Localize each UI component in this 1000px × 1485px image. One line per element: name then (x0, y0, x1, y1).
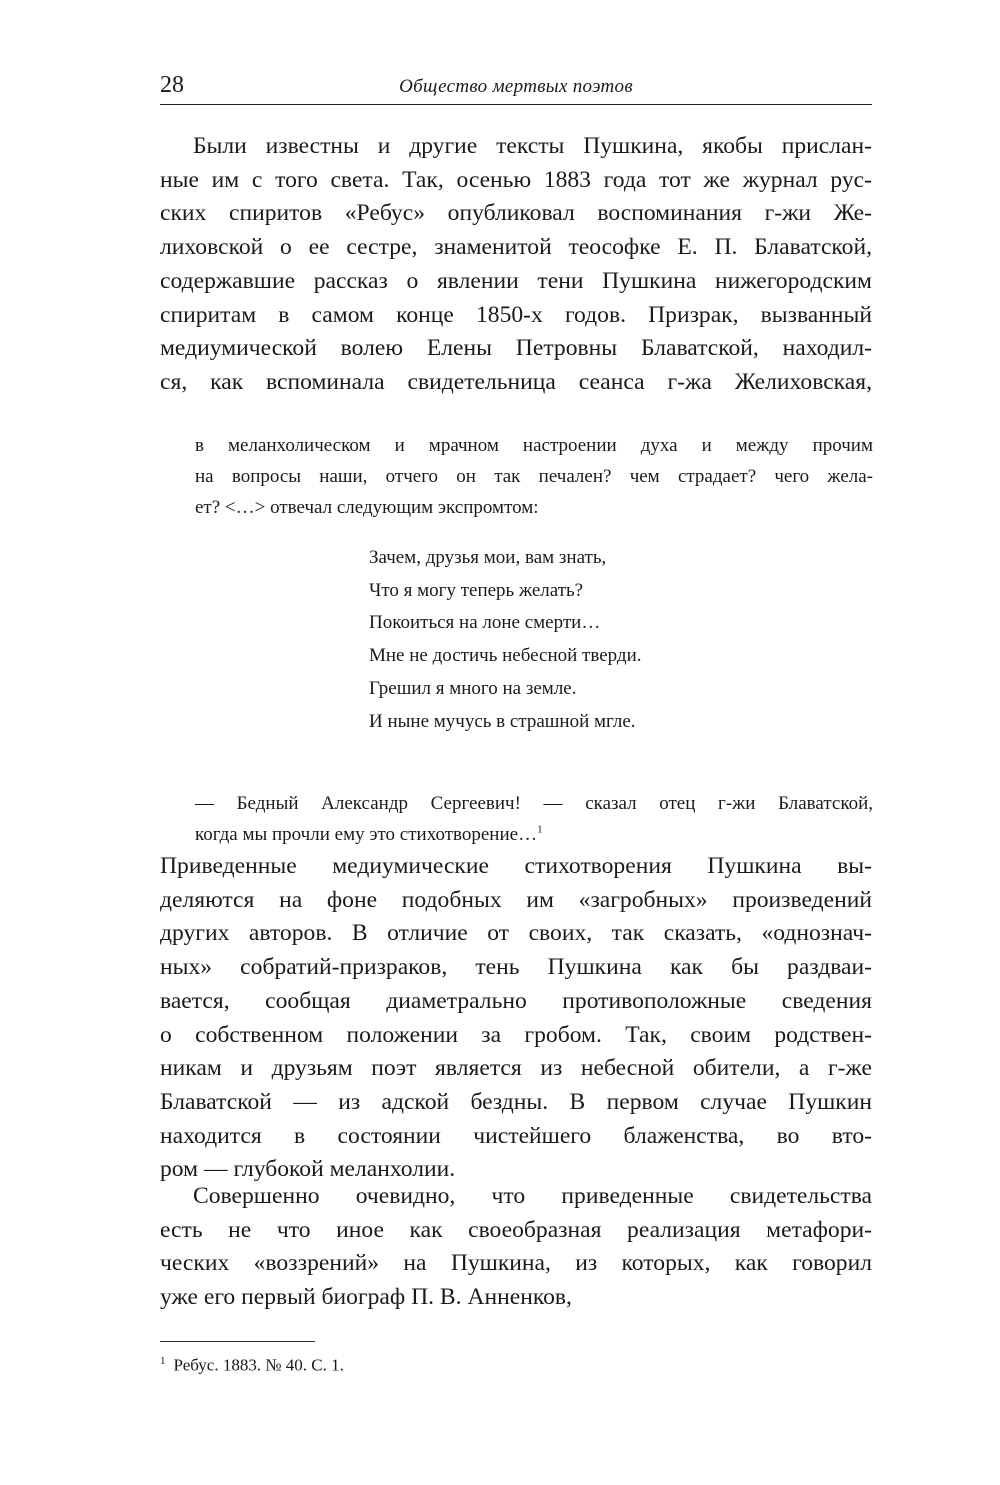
paragraph-3 (160, 1180, 872, 1315)
text-line: ных» собратий-призраков, тень Пушкина как бы раздваи- (160, 954, 872, 981)
text-line: спиритам в самом конце 1850-х годов. Призрак, вызванный (160, 301, 872, 328)
footnote (160, 1349, 344, 1378)
quote-line-with-footnote (195, 819, 873, 850)
paragraph-1 (160, 130, 872, 400)
text-line: уже его первый биограф П. В. Анненков, (160, 1284, 572, 1311)
quote-line: в меланхолическом и мрачном настроении духа и между прочим (195, 435, 873, 456)
text-line: медиумической волею Елены Петровны Блаватской, находил- (160, 335, 872, 362)
paragraph-2 (160, 850, 872, 1187)
text-line: ром — глубокой меланхолии. (160, 1156, 456, 1183)
page-header (160, 72, 872, 104)
poem-line: Грешил я много на земле. (369, 677, 577, 699)
text-line: ческих «воззрений» на Пушкина, из которых, как говорил (160, 1250, 872, 1277)
footnote-mark: 1 (160, 1355, 166, 1367)
poem-line: Что я могу теперь желать? (369, 579, 584, 601)
text-line: ные им с того света. Так, осенью 1883 года тот же журнал рус- (160, 166, 872, 193)
text-line: есть не что иное как своеобразная реализация метафори- (160, 1216, 872, 1243)
text-line: Блаватской — из адской бездны. В первом случае Пушкин (160, 1088, 872, 1115)
block-quote-2 (195, 788, 873, 850)
header-rule (160, 104, 872, 105)
text-line: вается, сообщая диаметрально противоположные сведения (160, 987, 872, 1014)
quote-line: — Бедный Александр Сергеевич! — сказал отец г-жи Блаватской, (195, 793, 873, 814)
poem-line: И ныне мучусь в страшной мгле. (369, 710, 636, 732)
text-line: никам и друзьям поэт является из небесной обители, а г-же (160, 1055, 872, 1082)
text-line: лиховской о ее сестре, знаменитой теософке Е. П. Блаватской, (160, 234, 872, 261)
footnote-rule (160, 1341, 315, 1342)
text-line: ся, как вспоминала свидетельница сеанса г-жа Желиховская, (160, 368, 872, 395)
footnote-reference[interactable]: 1 (537, 823, 543, 836)
poem-line: Мне не достичь небесной тверди. (369, 645, 642, 667)
text-line: Совершенно очевидно, что приведенные свидетельства (193, 1183, 872, 1209)
quote-text: когда мы прочли ему это стихотворение… (195, 824, 538, 845)
poem (369, 542, 642, 738)
quote-line: на вопросы наши, отчего он так печален? чем страдает? чего жела- (195, 466, 873, 487)
running-title: Общество мертвых поэтов (399, 76, 633, 97)
text-line: ских спиритов «Ребус» опубликовал воспоминания г-жи Же- (160, 200, 872, 227)
text-line: других авторов. В отличие от своих, так сказать, «однознач- (160, 920, 872, 947)
text-line: деляются на фоне подобных им «загробных» произведений (160, 886, 872, 913)
text-line: о собственном положении за гробом. Так, своим родствен- (160, 1021, 872, 1048)
poem-line: Зачем, друзья мои, вам знать, (369, 547, 607, 568)
text-line: находится в состоянии чистейшего блаженства, во вто- (160, 1122, 872, 1149)
quote-line: ет? <…> отвечал следующим экспромтом: (195, 497, 539, 518)
poem-line: Покоиться на лоне смерти… (369, 612, 601, 634)
page-number: 28 (160, 72, 184, 98)
text-line: Были известны и другие тексты Пушкина, якобы прислан- (193, 133, 872, 159)
footnote-text: Ребус. 1883. № 40. С. 1. (173, 1355, 344, 1375)
block-quote-1 (195, 430, 873, 523)
text-line: содержавшие рассказ о явлении тени Пушкина нижегородским (160, 267, 872, 294)
text-line: Приведенные медиумические стихотворения Пушкина вы- (160, 853, 872, 879)
